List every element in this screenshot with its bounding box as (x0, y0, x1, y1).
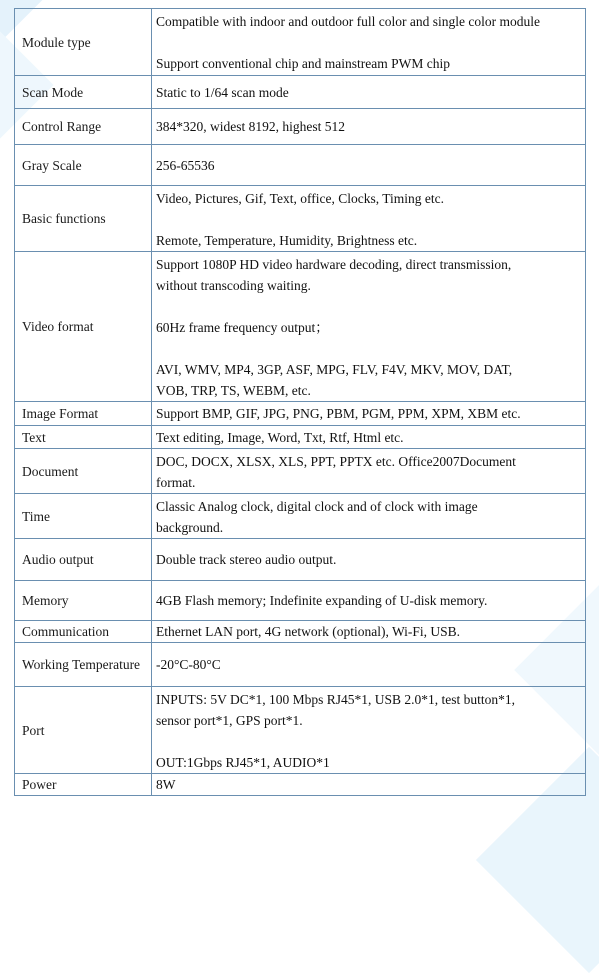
spec-row-image-format (15, 402, 586, 426)
spec-value-line: VOB, TRP, TS, WEBM, etc. (156, 383, 311, 398)
spec-row-video-format (15, 252, 586, 402)
spec-row-memory (15, 581, 586, 621)
spec-value (152, 581, 586, 621)
spec-value (152, 539, 586, 581)
spec-value-line: 384*320, widest 8192, highest 512 (156, 119, 345, 134)
spec-value-line: Classic Analog clock, digital clock and of clock with image (156, 499, 478, 514)
spec-value (152, 774, 586, 796)
spec-label: Control Range (15, 109, 152, 145)
spec-value-line: 256-65536 (156, 157, 215, 173)
spec-row-control-range (15, 109, 586, 145)
spec-value (152, 186, 586, 252)
spec-value-line: Text editing, Image, Word, Txt, Rtf, Html etc. (156, 429, 404, 445)
spec-value (152, 145, 586, 186)
spec-row-power (15, 774, 586, 796)
spec-value-line: AVI, WMV, MP4, 3GP, ASF, MPG, FLV, F4V, MKV, MOV, DAT, (156, 362, 513, 377)
spec-label: Scan Mode (15, 76, 152, 109)
spec-value-line: INPUTS: 5V DC*1, 100 Mbps RJ45*1, USB 2.0*1, test button*1, (156, 692, 516, 707)
spec-value-line: Static to 1/64 scan mode (156, 84, 289, 100)
spec-value (152, 687, 586, 774)
spec-value (152, 252, 586, 402)
spec-value-line: sensor port*1, GPS port*1. (156, 713, 303, 728)
spec-value-line: Compatible with indoor and outdoor full color and single color module (156, 14, 540, 29)
spec-row-scan-mode (15, 76, 586, 109)
spec-value-line: Remote, Temperature, Humidity, Brightness etc. (156, 233, 418, 248)
spec-value-line: Support conventional chip and mainstream PWM chip (156, 56, 450, 71)
spec-row-gray-scale (15, 145, 586, 186)
spec-row-module-type (15, 9, 586, 76)
spec-label: Gray Scale (15, 145, 152, 186)
spec-value (152, 402, 586, 426)
spec-value-line: background. (156, 520, 224, 535)
spec-label: Port (15, 687, 152, 774)
spec-table (14, 8, 586, 796)
spec-label: Module type (15, 9, 152, 76)
spec-value-line: DOC, DOCX, XLSX, XLS, PPT, PPTX etc. Office2007Document (156, 454, 516, 469)
spec-value (152, 109, 586, 145)
spec-value (152, 426, 586, 449)
spec-row-port (15, 687, 586, 774)
spec-row-working-temperature (15, 643, 586, 687)
spec-row-time (15, 494, 586, 539)
spec-label: Image Format (15, 402, 152, 426)
spec-row-text (15, 426, 586, 449)
spec-value-line: 8W (156, 777, 176, 792)
spec-row-audio-output (15, 539, 586, 581)
spec-label: Working Temperature (15, 643, 152, 687)
spec-value (152, 449, 586, 494)
spec-value-line: Support 1080P HD video hardware decoding, direct transmission, (156, 257, 512, 272)
spec-label: Document (15, 449, 152, 494)
spec-value (152, 643, 586, 687)
spec-label: Audio output (15, 539, 152, 581)
spec-row-document (15, 449, 586, 494)
spec-value-line: -20°C-80°C (156, 657, 221, 672)
spec-row-basic-functions (15, 186, 586, 252)
spec-value-line: format. (156, 475, 196, 490)
spec-row-communication (15, 621, 586, 643)
spec-value-line: 4GB Flash memory; Indefinite expanding of U-disk memory. (156, 593, 488, 608)
spec-label: Communication (15, 621, 152, 643)
spec-value (152, 76, 586, 109)
spec-value-line: without transcoding waiting. (156, 278, 311, 293)
spec-value-line: Double track stereo audio output. (156, 552, 337, 567)
spec-label: Text (15, 426, 152, 449)
spec-value-line: Support BMP, GIF, JPG, PNG, PBM, PGM, PPM, XPM, XBM etc. (156, 406, 521, 421)
spec-value (152, 494, 586, 539)
spec-value-line: Video, Pictures, Gif, Text, office, Clocks, Timing etc. (156, 191, 444, 206)
spec-label: Basic functions (15, 186, 152, 252)
spec-label: Time (15, 494, 152, 539)
spec-label: Memory (15, 581, 152, 621)
spec-value (152, 9, 586, 76)
spec-value (152, 621, 586, 643)
spec-label: Video format (15, 252, 152, 402)
spec-value-line: Ethernet LAN port, 4G network (optional), Wi-Fi, USB. (156, 624, 461, 639)
spec-label: Power (15, 774, 152, 796)
spec-value-line: 60Hz frame frequency output； (156, 320, 329, 335)
spec-value-line: OUT:1Gbps RJ45*1, AUDIO*1 (156, 755, 330, 770)
